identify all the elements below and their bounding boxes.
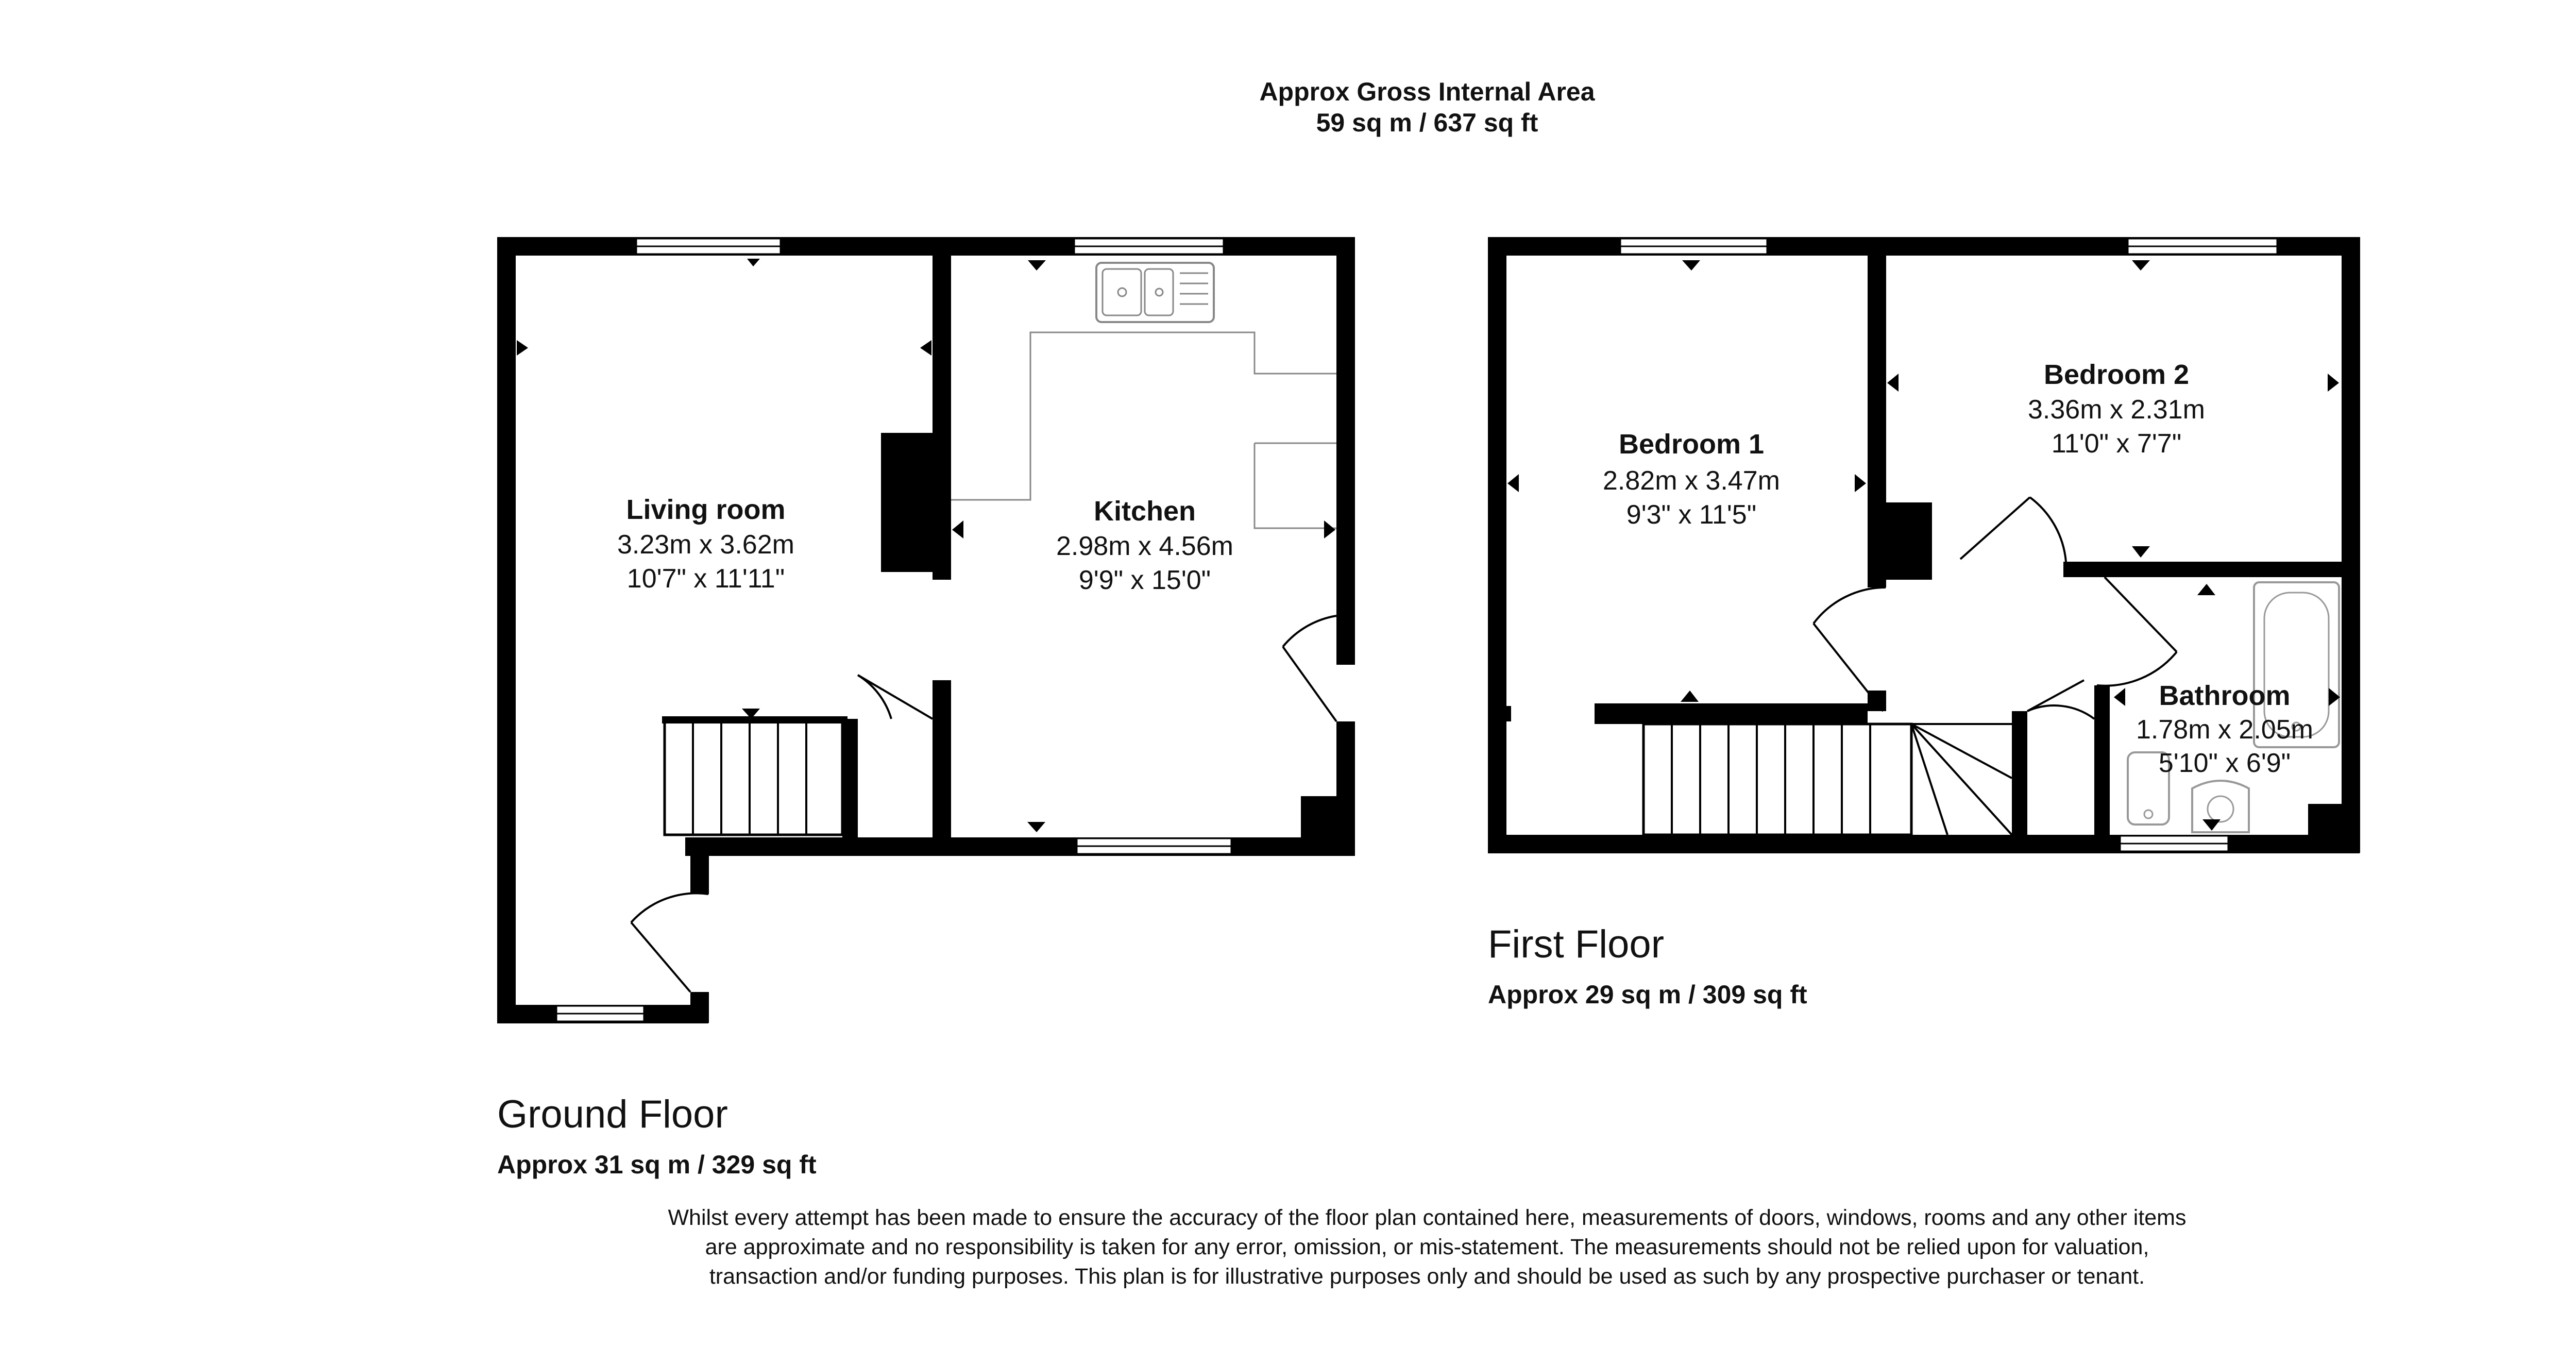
ground-floor-label: Ground Floor	[497, 1092, 728, 1136]
gf-porch-wall	[690, 837, 709, 894]
bedroom1-metric: 2.82m x 3.47m	[1603, 466, 1780, 496]
kitchen-name: Kitchen	[1093, 496, 1196, 527]
ff-bathroom-door	[2097, 577, 2177, 686]
bedroom2-metric: 3.36m x 2.31m	[2028, 395, 2205, 425]
ff-wardrobe	[1883, 502, 1932, 580]
gf-cupboard-wall	[842, 719, 858, 855]
ff-bathroom-left-wall	[2094, 685, 2110, 853]
gf-chimney-breast	[881, 433, 938, 572]
ground-floor-area: Approx 31 sq m / 329 sq ft	[497, 1150, 817, 1179]
ff-staircase	[1643, 724, 2012, 835]
first-floor-label: First Floor	[1488, 922, 1664, 966]
gf-kitchen-back-door	[1283, 616, 1336, 721]
sink-icon	[1096, 263, 1214, 322]
gf-porch-wall-lower	[690, 992, 709, 1023]
living-room-metric: 3.23m x 3.62m	[617, 530, 794, 560]
living-room-name: Living room	[626, 494, 786, 525]
ff-bedroom2-bottom-wall	[2063, 562, 2360, 577]
gross-area-heading: Approx Gross Internal Area	[1259, 77, 1595, 106]
gross-area-value: 59 sq m / 637 sq ft	[1316, 108, 1538, 137]
gf-dividing-wall-lower	[933, 680, 951, 855]
gf-top-wall	[497, 237, 1355, 256]
gf-cupboard-door	[858, 675, 933, 719]
ff-stub	[1503, 706, 1511, 721]
bathroom-imperial: 5'10" x 6'9"	[2158, 748, 2291, 778]
ff-cupboard-wall	[2012, 711, 2027, 853]
gf-bottom-wall	[685, 837, 1355, 856]
bathroom-metric: 1.78m x 2.05m	[2136, 715, 2313, 745]
first-floor-plan	[1488, 237, 2360, 853]
bedroom1-imperial: 9'3" x 11'5"	[1626, 500, 1757, 530]
bedroom1-name: Bedroom 1	[1618, 429, 1765, 460]
ff-cupboard-door	[2027, 680, 2094, 719]
ff-left-wall	[1488, 237, 1506, 853]
ff-right-wall	[2342, 237, 2360, 853]
disclaimer-text: Whilst every attempt has been made to ensure the accuracy of the floor plan contained here, measurements of doors, windows, rooms and any other items are approximate and no responsibility is taken for any error, omission, or mis-statement. The measurements should not be relied upon for valuation, transaction and/or funding purposes. This plan is for illustrative purposes only and should be used as such by any prospective purchaser or tenant.	[668, 1205, 2187, 1289]
ff-landing-wall	[1595, 703, 1868, 724]
bedroom2-imperial: 11'0" x 7'7"	[2051, 429, 2182, 459]
gf-staircase	[662, 716, 848, 835]
basin-icon	[2192, 781, 2249, 832]
gf-front-door	[631, 893, 708, 992]
kitchen-metric: 2.98m x 4.56m	[1056, 531, 1233, 561]
kitchen-imperial: 9'9" x 15'0"	[1078, 565, 1211, 595]
first-floor-area: Approx 29 sq m / 309 sq ft	[1488, 980, 1807, 1009]
gf-right-wall-upper	[1336, 237, 1355, 665]
bedroom2-name: Bedroom 2	[2043, 359, 2190, 390]
ff-bathroom-corner	[2308, 804, 2344, 840]
gf-kitchen-corner	[1301, 796, 1342, 853]
ff-bedroom2-door	[1960, 497, 2066, 562]
bathroom-name: Bathroom	[2159, 680, 2291, 711]
gf-left-wall	[497, 237, 516, 1023]
living-room-imperial: 10'7" x 11'11"	[626, 564, 785, 594]
ground-floor-plan	[497, 237, 1355, 1023]
